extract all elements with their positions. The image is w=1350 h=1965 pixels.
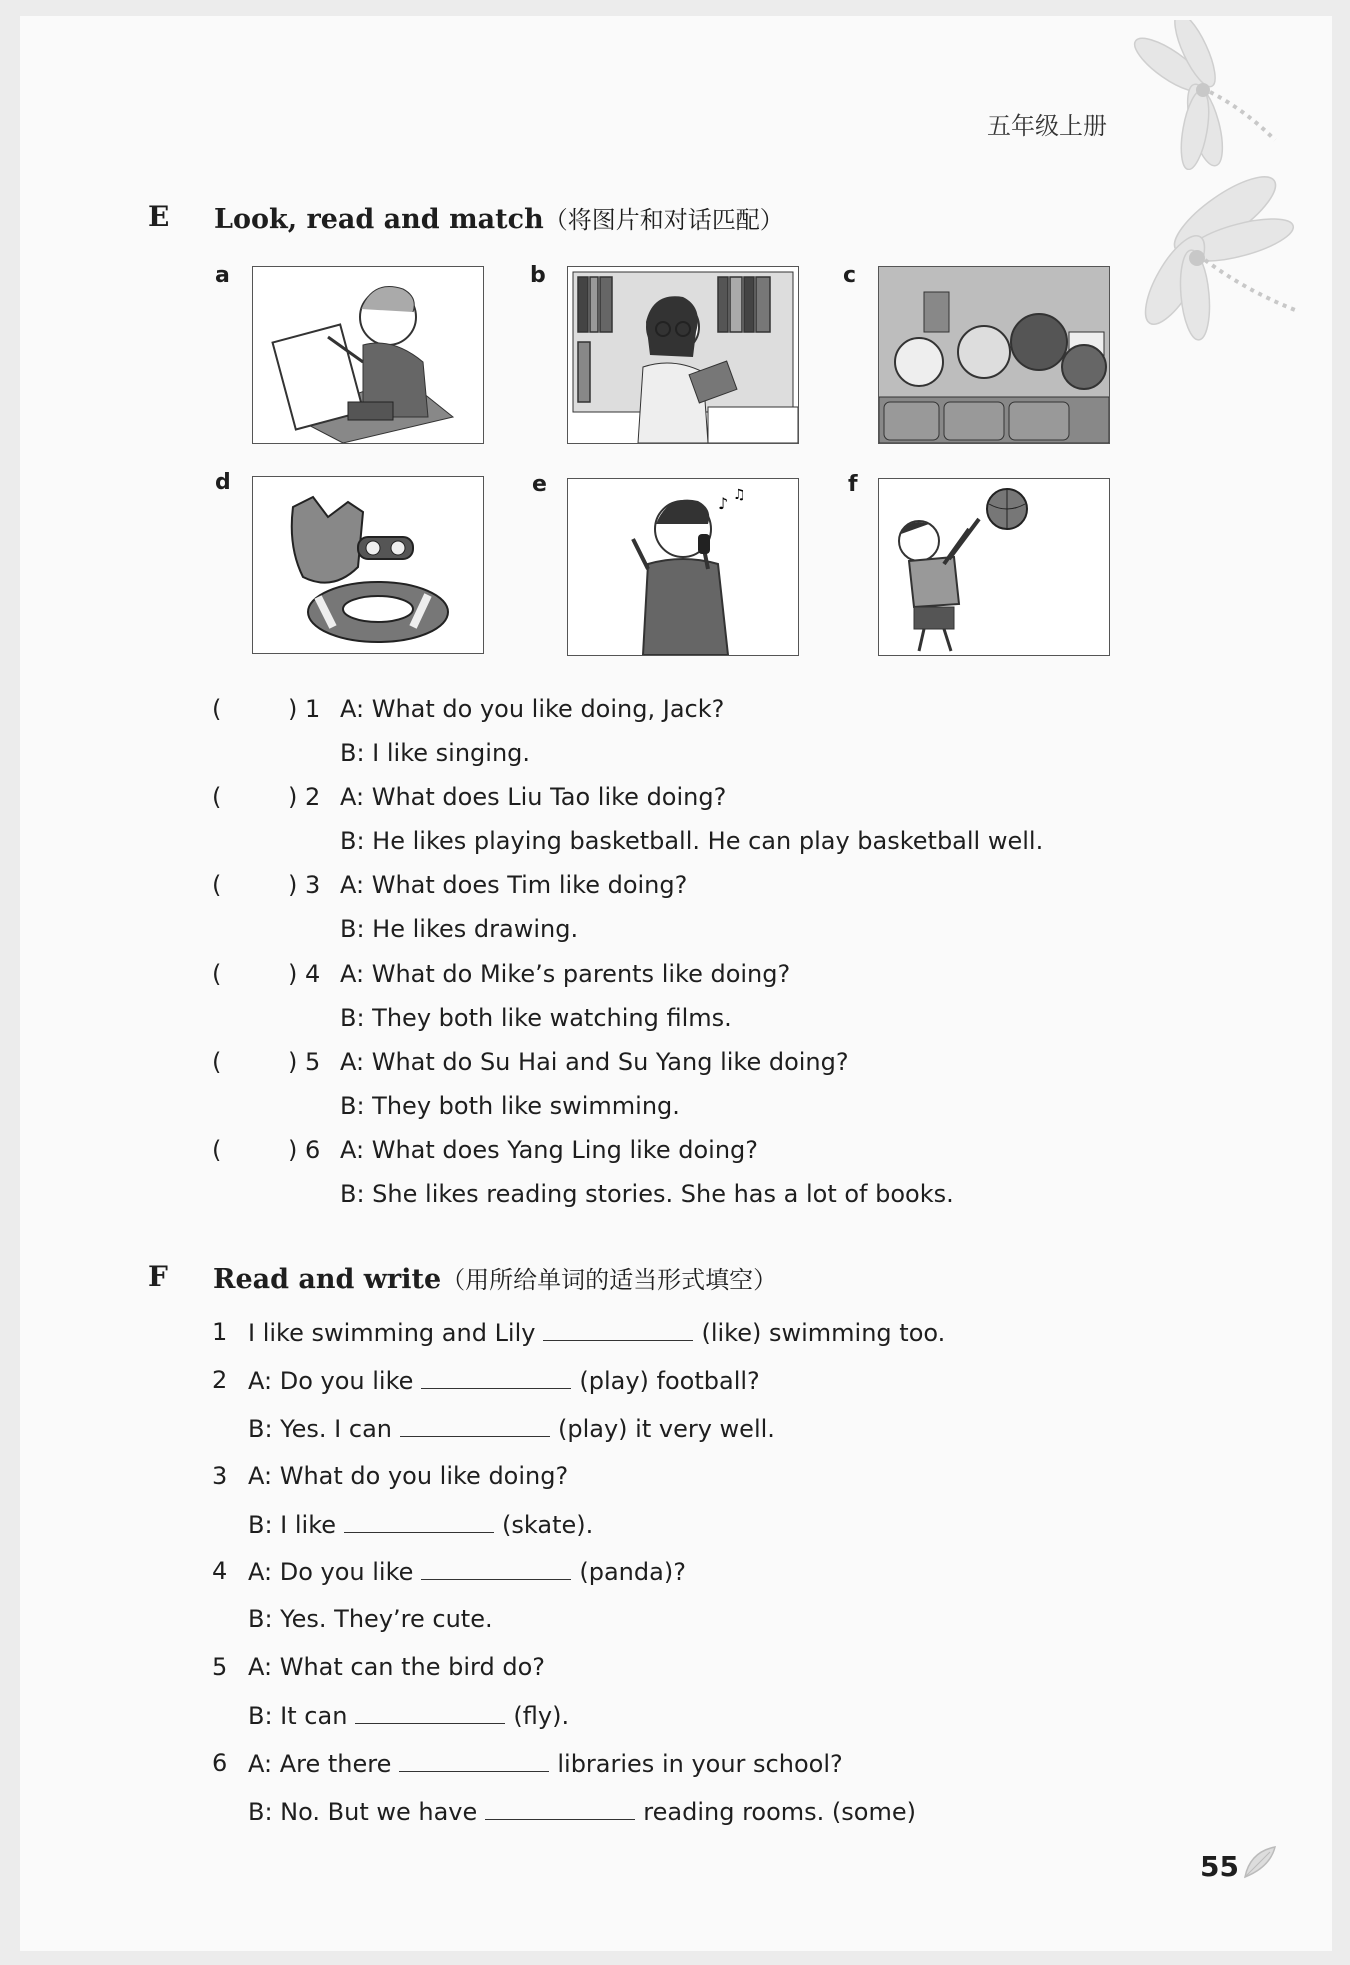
- svg-text:♫: ♫: [733, 487, 746, 503]
- f-item-5b-line: [248, 1701, 569, 1730]
- picture-label-c: c: [843, 263, 857, 288]
- picture-d-swimming-items: [252, 476, 484, 654]
- f-item-2a-blank[interactable]: [421, 1366, 571, 1389]
- picture-e-boy-singing: [567, 478, 799, 656]
- e-item-3-answer: B: He likes drawing.: [340, 915, 579, 943]
- f-item-6a-post: libraries in your school?: [557, 1750, 843, 1778]
- f-item-1-post: (like) swimming too.: [701, 1319, 946, 1347]
- f-item-6a-pre: A: Are there: [248, 1750, 392, 1778]
- section-f-subtitle: （用所给单词的适当形式填空）: [441, 1266, 778, 1294]
- f-item-2b-line: [248, 1414, 775, 1443]
- section-e-title: [214, 200, 784, 235]
- e-item-5-number: ) 5: [288, 1048, 321, 1076]
- picture-label-b: b: [530, 263, 546, 288]
- section-e-title-text: Look, read and match: [214, 204, 544, 235]
- picture-label-d: d: [215, 470, 231, 495]
- f-item-4b-line: [248, 1605, 493, 1633]
- f-item-4a-line: [248, 1557, 686, 1586]
- e-item-3-number: ) 3: [288, 871, 321, 899]
- f-item-3a-pre: A: What do you like doing?: [248, 1462, 569, 1490]
- leaf-icon: [1240, 1842, 1280, 1882]
- f-item-2a-post: (play) football?: [579, 1367, 760, 1395]
- e-item-5-question: A: What do Su Hai and Su Yang like doing?: [340, 1048, 849, 1076]
- f-item-4b-pre: B: Yes. They’re cute.: [248, 1605, 493, 1633]
- f-item-3b-post: (skate).: [502, 1511, 594, 1539]
- e-item-4-answer: B: They both like watching films.: [340, 1004, 732, 1032]
- e-item-3-paren: (: [212, 871, 222, 899]
- e-item-6-answer: B: She likes reading stories. She has a lot of books.: [340, 1180, 954, 1208]
- section-f-letter: F: [148, 1260, 168, 1293]
- section-e-subtitle: （将图片和对话匹配）: [543, 206, 784, 234]
- section-f-title-text: Read and write: [213, 1264, 442, 1295]
- e-item-1-paren: (: [212, 695, 222, 723]
- f-item-4a-post: (panda)?: [579, 1558, 686, 1586]
- picture-label-f: f: [848, 472, 858, 497]
- f-item-3a-line: [248, 1462, 568, 1490]
- f-item-3-number: 3: [212, 1462, 228, 1490]
- f-item-5a-line: [248, 1653, 545, 1681]
- picture-f-boy-basketball: [878, 478, 1110, 656]
- f-item-6a-blank[interactable]: [399, 1749, 549, 1772]
- f-item-6a-line: [248, 1749, 843, 1778]
- f-item-1-blank[interactable]: [543, 1318, 693, 1341]
- f-item-6b-pre: B: No. But we have: [248, 1798, 478, 1826]
- e-item-6-paren: (: [212, 1136, 222, 1164]
- f-item-1-line: [248, 1318, 945, 1347]
- picture-label-e: e: [532, 472, 547, 497]
- e-item-4-number: ) 4: [288, 960, 321, 988]
- f-item-5b-blank[interactable]: [355, 1701, 505, 1724]
- f-item-2b-post: (play) it very well.: [558, 1415, 775, 1443]
- f-item-6b-blank[interactable]: [485, 1797, 635, 1820]
- e-item-4-question: A: What do Mike’s parents like doing?: [340, 960, 791, 988]
- picture-label-a: a: [215, 263, 230, 288]
- f-item-1-pre: I like swimming and Lily: [248, 1319, 536, 1347]
- section-f-title: [213, 1260, 777, 1295]
- f-item-4a-blank[interactable]: [421, 1557, 571, 1580]
- f-item-6b-line: [248, 1797, 916, 1826]
- f-item-3b-blank[interactable]: [344, 1510, 494, 1533]
- f-item-5-number: 5: [212, 1653, 228, 1681]
- e-item-1-answer: B: I like singing.: [340, 739, 531, 767]
- f-item-4a-pre: A: Do you like: [248, 1558, 414, 1586]
- f-item-2b-pre: B: Yes. I can: [248, 1415, 392, 1443]
- e-item-6-question: A: What does Yang Ling like doing?: [340, 1136, 759, 1164]
- picture-c-watching-films: [878, 266, 1110, 444]
- f-item-2a-pre: A: Do you like: [248, 1367, 414, 1395]
- f-item-2-number: 2: [212, 1366, 228, 1394]
- e-item-4-paren: (: [212, 960, 222, 988]
- dragonfly-top-decoration: [1125, 20, 1315, 170]
- svg-text:♪: ♪: [718, 494, 729, 513]
- e-item-3-question: A: What does Tim like doing?: [340, 871, 688, 899]
- picture-b-girl-reading: [567, 266, 799, 444]
- e-item-1-question: A: What do you like doing, Jack?: [340, 695, 725, 723]
- grade-label: 五年级上册: [987, 112, 1107, 140]
- f-item-6b-post: reading rooms. (some): [643, 1798, 916, 1826]
- f-item-2a-line: [248, 1366, 760, 1395]
- section-e-letter: E: [148, 200, 170, 233]
- f-item-6-number: 6: [212, 1749, 228, 1777]
- f-item-4-number: 4: [212, 1557, 228, 1585]
- e-item-2-answer: B: He likes playing basketball. He can play basketball well.: [340, 827, 1044, 855]
- f-item-5b-post: (fly).: [513, 1702, 570, 1730]
- f-item-5a-pre: A: What can the bird do?: [248, 1653, 546, 1681]
- dragonfly-right-decoration: [1125, 160, 1325, 360]
- e-item-2-question: A: What does Liu Tao like doing?: [340, 783, 727, 811]
- f-item-2b-blank[interactable]: [400, 1414, 550, 1437]
- e-item-1-number: ) 1: [288, 695, 321, 723]
- f-item-5b-pre: B: It can: [248, 1702, 348, 1730]
- e-item-5-paren: (: [212, 1048, 222, 1076]
- f-item-3b-line: [248, 1510, 593, 1539]
- e-item-6-number: ) 6: [288, 1136, 321, 1164]
- page-number: 55: [1200, 1850, 1239, 1883]
- f-item-1-number: 1: [212, 1318, 228, 1346]
- e-item-2-number: ) 2: [288, 783, 321, 811]
- f-item-3b-pre: B: I like: [248, 1511, 337, 1539]
- picture-a-boy-drawing: [252, 266, 484, 444]
- e-item-5-answer: B: They both like swimming.: [340, 1092, 680, 1120]
- e-item-2-paren: (: [212, 783, 222, 811]
